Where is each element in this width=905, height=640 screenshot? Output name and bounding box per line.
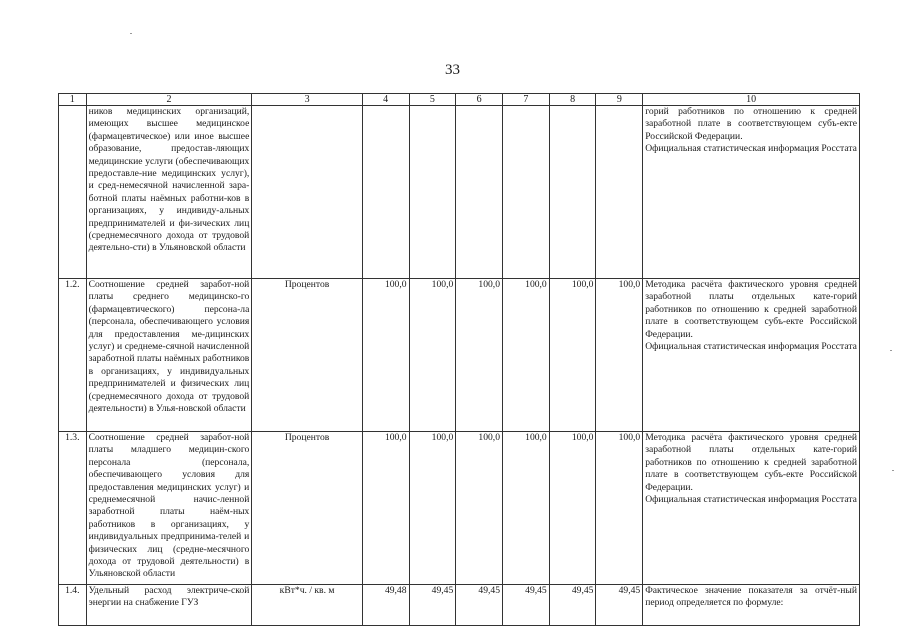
value-cell: 100,0 [362,279,409,432]
value-cell: 49,45 [596,585,643,626]
table-row [59,279,860,432]
col-header: 9 [596,94,643,106]
col-header: 6 [456,94,503,106]
indicator-name: ников медицинских организаций, имеющих высшее медицинское (фармацевтическое) или иное высшее образование, предостав-ляющих медицинские услуги (обеспечивающих предоставле-ние медицинских услуг), и сред-немесячной начисленной зара-ботной платы наёмных работни-ков в организациях, у индивиду-альных предпринимателей и фи-зических лиц (среднемесячного дохода от трудовой деятельно-сти) в Ульяновской области [86,106,252,279]
col-header: 2 [86,94,252,106]
method-text: горий работников по отношению к средней заработной плате в соответствующем субъ-екте Российской Федерации. [645,106,857,142]
value-cell: 100,0 [549,279,596,432]
value-cell: 100,0 [362,432,409,585]
value-cell: 49,48 [362,585,409,626]
indicator-name: Соотношение средней заработ-ной платы среднего медицинско-го (фармацевтического) персона-ла (персонала, обеспечивающего условия для предоставления ме-дицинских услуг) и среднеме-сячной начисленной заработной платы наёмных работников в организациях, у индивидуальных предпринимателей и физических лиц (среднемесячного дохода от трудовой деятельности) в Улья-новской области [86,279,252,432]
value-cell: 100,0 [409,279,456,432]
value-cell: 100,0 [456,279,503,432]
col-header: 3 [252,94,362,106]
value-cell [362,106,409,279]
row-number: 1.3. [59,432,87,585]
value-cell [503,106,550,279]
method-cell [643,279,860,432]
value-cell: 100,0 [549,432,596,585]
source-text: Официальная статистическая информация Росстата [645,494,857,506]
source-text: Официальная статистическая информация Росстата [645,341,857,353]
col-header: 8 [549,94,596,106]
scan-speck [130,33,132,34]
value-cell [596,106,643,279]
table-row [59,432,860,585]
value-cell: 100,0 [503,279,550,432]
value-cell: 49,45 [409,585,456,626]
value-cell [409,106,456,279]
col-header: 1 [59,94,87,106]
table-row [59,585,860,626]
unit-cell: Процентов [252,279,362,432]
col-header: 10 [643,94,860,106]
value-cell: 49,45 [549,585,596,626]
method-text: Методика расчёта фактического уровня средней заработной платы отдельных кате-горий работников по отношению к средней заработной плате в соответствующем субъ-екте Российской Федерации. [645,432,857,493]
scan-speck [892,470,894,471]
method-cell [643,432,860,585]
value-cell: 100,0 [596,432,643,585]
method-cell [643,585,860,626]
row-number [59,106,87,279]
indicator-name: Удельный расход электриче-ской энергии на снабжение ГУЗ [86,585,252,626]
unit-cell: Процентов [252,432,362,585]
method-text: Методика расчёта фактического уровня средней заработной платы отдельных кате-горий работников по отношению к средней заработной плате в соответствующем субъ-екте Российской Федерации. [645,279,857,340]
col-header: 7 [503,94,550,106]
method-text: Фактическое значение показателя за отчёт-ный период определяется по формуле: [645,585,857,609]
unit-cell: кВт*ч. / кв. м [252,585,362,626]
row-number: 1.4. [59,585,87,626]
value-cell: 100,0 [596,279,643,432]
value-cell: 100,0 [503,432,550,585]
page-number: 33 [445,62,460,78]
indicator-table [58,93,860,626]
col-header: 5 [409,94,456,106]
value-cell [456,106,503,279]
col-header: 4 [362,94,409,106]
value-cell: 100,0 [409,432,456,585]
value-cell: 49,45 [503,585,550,626]
header-row [59,94,860,106]
value-cell: 100,0 [456,432,503,585]
unit-cell [252,106,362,279]
value-cell: 49,45 [456,585,503,626]
table-row [59,106,860,279]
source-text: Официальная статистическая информация Росстата [645,143,857,155]
indicator-name: Соотношение средней заработ-ной платы младшего медицин-ского персонала (персонала, обеспечивающего условия для предоставления медицинских услуг) и среднемесячной начис-ленной заработной платы наём-ных работников в организациях, у индивидуальных предпринима-телей и физических лиц (средне-месячного дохода от трудовой деятельности) в Ульяновской области [86,432,252,585]
method-cell [643,106,860,279]
scan-speck [890,350,892,351]
value-cell [549,106,596,279]
row-number: 1.2. [59,279,87,432]
